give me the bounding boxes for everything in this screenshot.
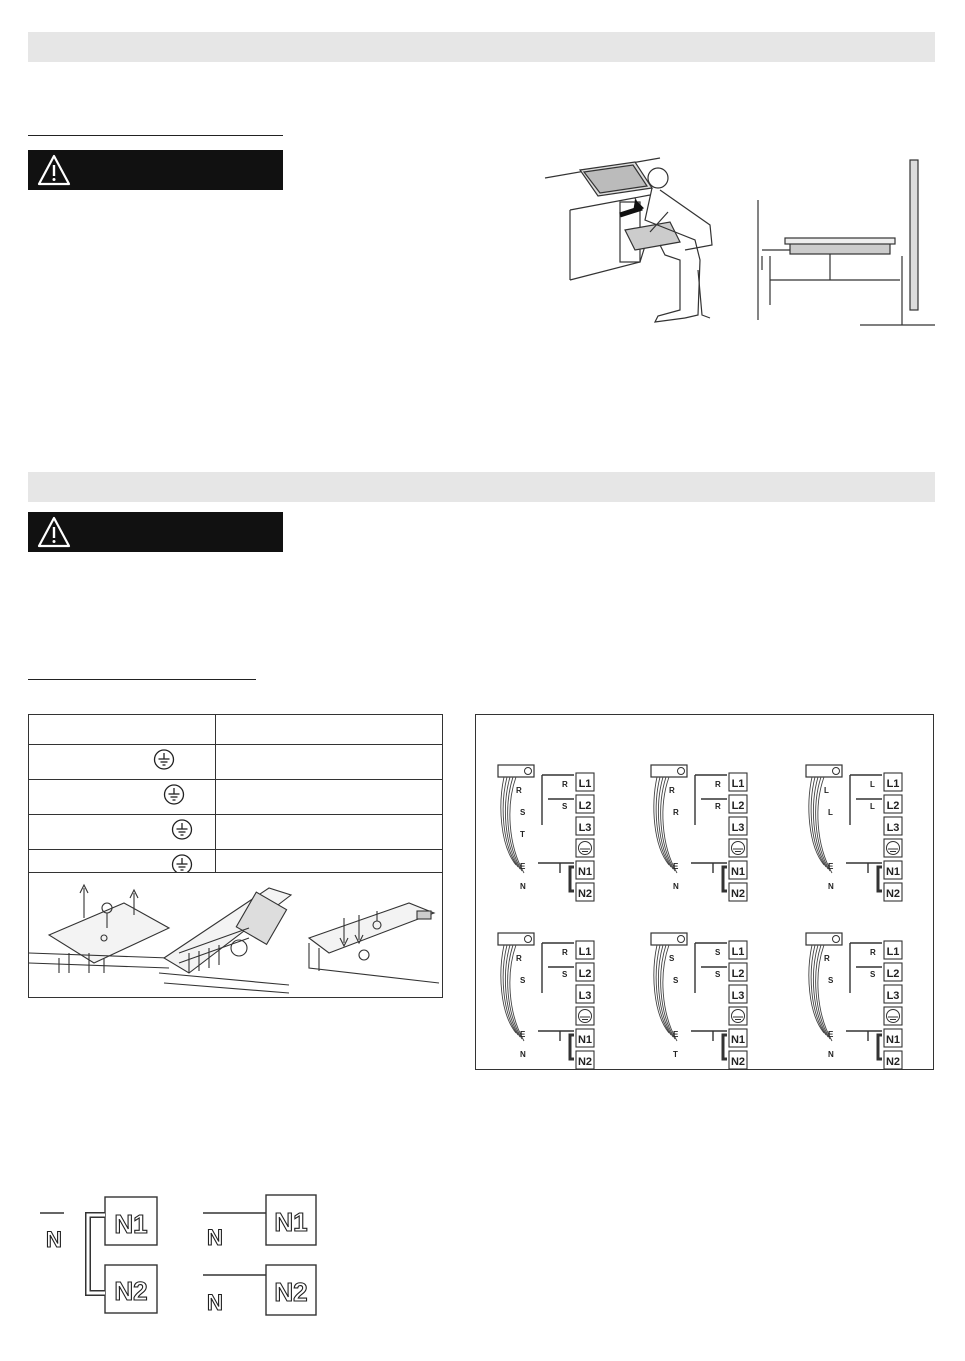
section-header-installation — [28, 32, 935, 62]
terminal-label: N1 — [885, 1034, 901, 1046]
terminal-label: L3 — [578, 822, 592, 834]
neutral-terminal-label: N2 — [114, 1276, 148, 1306]
terminal-label: L2 — [886, 800, 900, 812]
earth-ground-icon — [29, 780, 215, 809]
wiring-diagram — [498, 765, 594, 901]
wiring-diagrams-panel — [475, 714, 934, 1070]
terminal-label: L2 — [886, 968, 900, 980]
wire-label: S — [673, 976, 679, 985]
neutral-wire-label: N — [46, 1227, 62, 1252]
neutral-terminal-label: N1 — [274, 1207, 308, 1237]
terminal-label: L1 — [886, 778, 900, 790]
wire-label: R — [516, 786, 522, 795]
cable-clamp — [498, 933, 534, 945]
wire-label: L — [828, 808, 833, 817]
wire-label: L — [824, 786, 829, 795]
wire-label: S — [669, 954, 675, 963]
neutral-wire-label: N — [207, 1225, 223, 1250]
wire-label: T — [520, 830, 525, 839]
warning-bar — [28, 150, 283, 190]
terminal-label: N2 — [577, 888, 593, 900]
terminal-label: N1 — [577, 866, 593, 878]
wire-label: E — [520, 862, 526, 871]
terminal-label: L2 — [731, 800, 745, 812]
wire-label: E — [673, 1030, 679, 1039]
terminal-label: L3 — [731, 822, 745, 834]
terminal-label: L2 — [578, 968, 592, 980]
cable-clamp — [806, 765, 842, 777]
earth-ground-icon — [29, 815, 215, 844]
warning-triangle-icon — [36, 153, 72, 187]
wire-label: R — [673, 808, 679, 817]
warning-triangle-icon — [36, 515, 72, 549]
subsection-rule — [28, 135, 283, 136]
terminal-cover-illustration — [28, 872, 443, 998]
wire-label: E — [520, 1030, 526, 1039]
wiring-diagram — [806, 933, 902, 1069]
wire-label: L — [870, 780, 875, 789]
wire-label: S — [520, 976, 526, 985]
terminal-label: N1 — [730, 866, 746, 878]
subsection-rule — [28, 679, 256, 680]
wire-label: R — [870, 948, 876, 957]
cable-clamp — [651, 765, 687, 777]
earth-ground-icon — [29, 745, 215, 774]
terminal-label: N2 — [730, 888, 746, 900]
wire-label: E — [673, 862, 679, 871]
section-header-connection — [28, 472, 935, 502]
wire-label: S — [520, 808, 526, 817]
terminal-label: N2 — [577, 1056, 593, 1068]
terminal-label: L3 — [886, 822, 900, 834]
installation-illustration — [540, 150, 940, 330]
terminal-label: L2 — [578, 800, 592, 812]
terminal-label: L1 — [731, 778, 745, 790]
wire-label: N — [520, 1050, 526, 1059]
terminal-label: N2 — [885, 1056, 901, 1068]
terminal-label: L3 — [886, 990, 900, 1002]
wire-label: R — [562, 780, 568, 789]
neutral-wire-label: N — [207, 1290, 223, 1315]
wire-label: E — [828, 1030, 834, 1039]
terminal-label: L1 — [578, 946, 592, 958]
terminal-label: N2 — [885, 888, 901, 900]
table-row — [29, 780, 443, 815]
wire-label: N — [673, 882, 679, 891]
wire-label: N — [828, 882, 834, 891]
terminal-label: L1 — [578, 778, 592, 790]
warning-bar — [28, 512, 283, 552]
neutral-bridge-diagrams — [28, 1185, 328, 1325]
wire-label: S — [562, 802, 568, 811]
wire-label: S — [715, 970, 721, 979]
wire-label: T — [673, 1050, 678, 1059]
terminal-label: N1 — [885, 866, 901, 878]
wiring-diagram — [498, 933, 594, 1069]
table-row — [29, 745, 443, 780]
terminal-label: L2 — [731, 968, 745, 980]
terminal-label: L1 — [731, 946, 745, 958]
terminal-label: L3 — [731, 990, 745, 1002]
wire-label: R — [669, 786, 675, 795]
wire-label: S — [828, 976, 834, 985]
table-row — [29, 715, 443, 745]
neutral-terminal-label: N1 — [114, 1209, 148, 1239]
wiring-diagram — [806, 765, 902, 901]
wire-label: R — [516, 954, 522, 963]
cable-clamp — [806, 933, 842, 945]
wiring-diagram — [651, 933, 747, 1069]
terminal-label: L1 — [886, 946, 900, 958]
earth-connection-table — [28, 714, 443, 885]
table-row — [29, 815, 443, 850]
terminal-label: N1 — [730, 1034, 746, 1046]
terminal-label: N1 — [577, 1034, 593, 1046]
wire-label: E — [828, 862, 834, 871]
wire-label: S — [562, 970, 568, 979]
wire-label: N — [520, 882, 526, 891]
wire-label: R — [824, 954, 830, 963]
cable-clamp — [498, 765, 534, 777]
wire-label: R — [715, 802, 721, 811]
wire-label: N — [828, 1050, 834, 1059]
cable-clamp — [651, 933, 687, 945]
wiring-diagram — [651, 765, 747, 901]
wire-label: L — [870, 802, 875, 811]
wire-label: R — [562, 948, 568, 957]
terminal-label: N2 — [730, 1056, 746, 1068]
wire-label: S — [870, 970, 876, 979]
wire-label: S — [715, 948, 721, 957]
wire-label: R — [715, 780, 721, 789]
terminal-label: L3 — [578, 990, 592, 1002]
neutral-terminal-label: N2 — [274, 1277, 308, 1307]
